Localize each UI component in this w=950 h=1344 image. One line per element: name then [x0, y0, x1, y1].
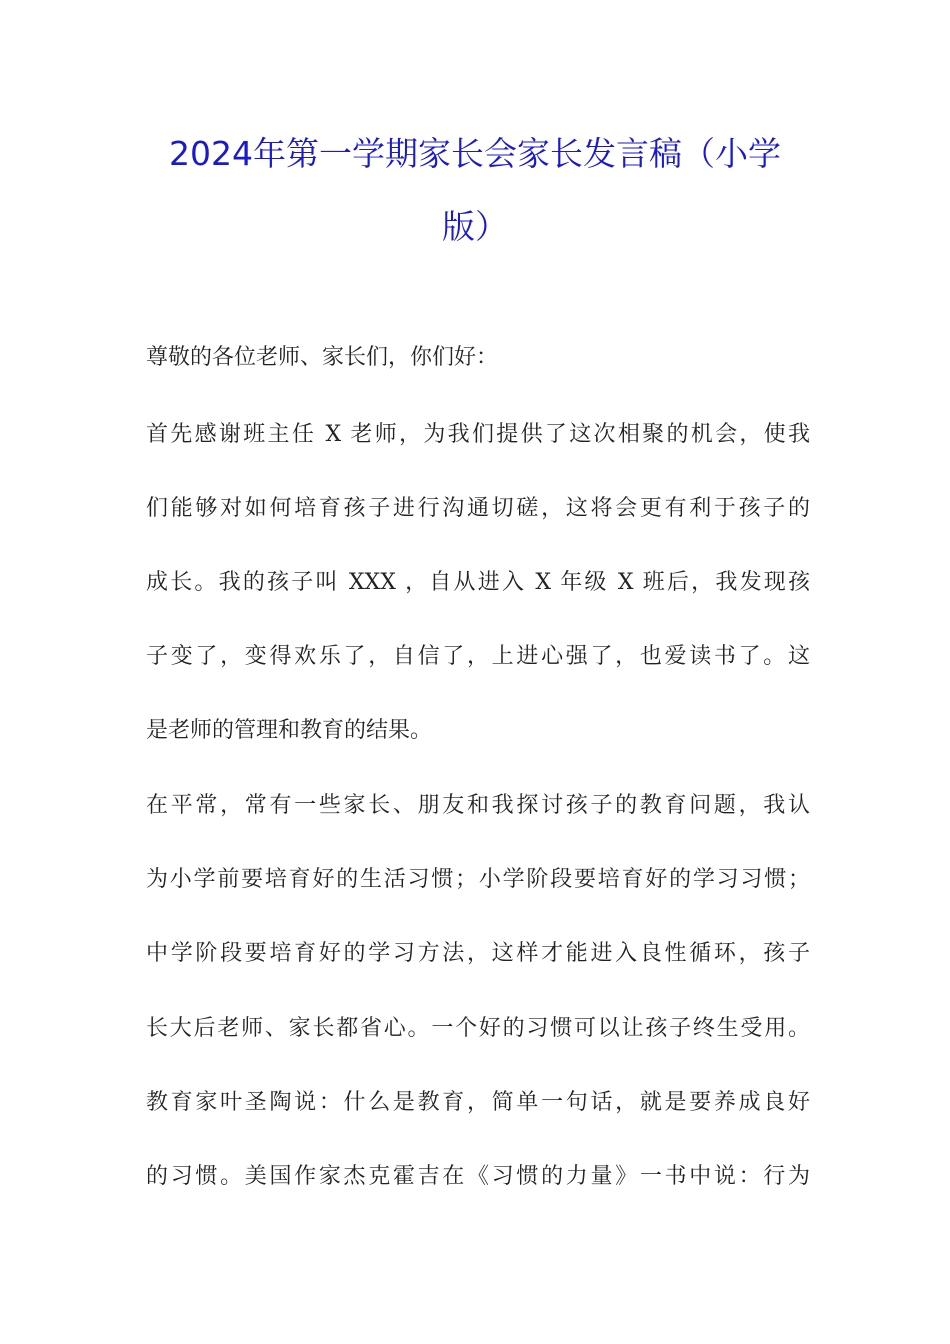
paragraph-line: 们能够对如何培育孩子进行沟通切磋，这将会更有利于孩子的 — [146, 496, 810, 521]
paragraph-line: 长大后老师、家长都省心。一个好的习惯可以让孩子终生受用。 — [146, 1016, 810, 1041]
paragraph-line: 为小学前要培育好的生活习惯；小学阶段要培育好的学习习惯； — [146, 867, 810, 892]
paragraph-line: 子变了，变得欢乐了，自信了，上进心强了，也爱读书了。这 — [146, 644, 810, 669]
document-title-line-1: 2024年第一学期家长会家长发言稿（小学 — [169, 134, 781, 173]
salutation: 尊敬的各位老师、家长们，你们好： — [146, 345, 499, 370]
paragraph-line: 教育家叶圣陶说：什么是教育，简单一句话，就是要养成良好 — [146, 1090, 810, 1115]
paragraph-line: 是老师的管理和教育的结果。 — [146, 718, 433, 743]
paragraph-line: 中学阶段要培育好的学习方法，这样才能进入良性循环，孩子 — [146, 941, 810, 966]
paragraph-line: 的习惯。美国作家杰克霍吉在《习惯的力量》一书中说：行为 — [146, 1164, 810, 1189]
paragraph-line: 在平常，常有一些家长、朋友和我探讨孩子的教育问题，我认 — [146, 793, 810, 818]
document-title-line-2: 版） — [442, 207, 508, 246]
paragraph-line: 成长。我的孩子叫 XXX ，自从进入 X 年级 X 班后，我发现孩 — [146, 570, 810, 595]
paragraph-line: 首先感谢班主任 X 老师，为我们提供了这次相聚的机会，使我 — [146, 422, 810, 447]
